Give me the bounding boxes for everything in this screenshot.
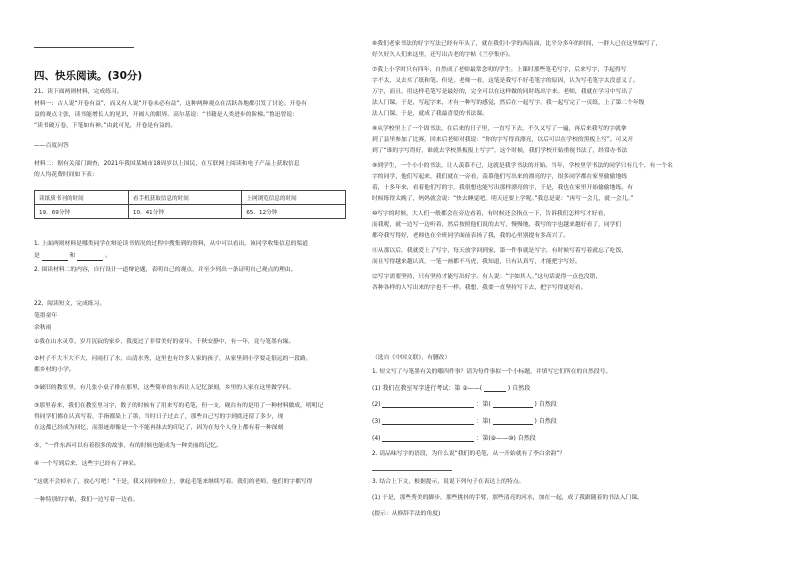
essay-line: 到了“谁的字写得好，谁就去学校黑板报上写字”，这个时候，我们学校开始重视书法了，经常办书法 xyxy=(372,148,628,154)
essay-author: 余秋雨 xyxy=(34,325,52,331)
item-unit: 自然段 xyxy=(512,385,531,392)
essay-line: ⑫写字需要坚持，只有坚持才能写出好字。有人说：“字如其人。”这句话说得一点也没错， xyxy=(372,274,602,280)
essay-line: 而且写得越来越认真，一笔一画都不马虎，我知道，只有认真写，才能把字写好。 xyxy=(372,259,581,265)
essay-line: ⑩写字的时候，大人们一般都会在旁边看着，有时候还会指点一下，告诉我们怎样写才好看， xyxy=(372,211,610,217)
item-label: (4) xyxy=(372,435,381,442)
blank-suffix: 。 xyxy=(105,253,111,259)
essay-line: 得同学们都在认真写着，手指都染上了墨，当时日子过去了，那些自己写的字到底还留了多少，现 xyxy=(34,414,284,420)
question-21-1: 1. 上面两则材料是哪类同学在辩论读书情况的过程中搜集到的资料，从中可以看出，该同学收集信息的渠道 xyxy=(34,241,309,247)
essay-line: ⑨到学生，一个小小的书法，让人羡慕不已，这就是我学书法的开始。当年，学校里学书法的同学只有几个，有一个名 xyxy=(372,163,673,169)
essay-title: 笔墨童年 xyxy=(34,313,58,319)
answer-item-1 xyxy=(372,383,530,392)
answer-item-3 xyxy=(372,416,557,425)
question-1: 1. 短文写了与笔墨有关的哪四件事？请为每件事拟一个小标题，并填写它们所在的自然段号。 xyxy=(372,369,612,375)
essay-line: 到了县里参加了比赛，回来后老师对我说：“你的字写得真漂亮，以后可以在学校的黑板上写”。可又开 xyxy=(372,137,634,143)
table-header-row xyxy=(35,191,346,205)
item-unit: 自然段 xyxy=(538,401,557,408)
essay-line: 各种各样的人写出来的字也不一样。我想，我要一直坚持写下去，把字写得更好看。 xyxy=(372,285,587,291)
blank-connector: 和 xyxy=(69,253,76,259)
essay-line: ④ 一个写到后来，这些字已经有了神采。 xyxy=(34,461,140,467)
essay-line: ①我在山水灵草、岁月沉寂的家乡，我度过了非常美好的童年。千秋安静中，有一年，竟与笔墨有缘。 xyxy=(34,339,295,345)
item-label: (1) 我们在教室写字进行考试：第 xyxy=(372,385,461,392)
item-range: ②——( xyxy=(462,385,483,392)
answer-blank[interactable] xyxy=(493,418,533,425)
item-label: (2) xyxy=(372,401,381,408)
reading-time-table xyxy=(34,190,346,219)
question-21-1-blanks xyxy=(34,252,394,261)
essay-line: ⑤，“一件东西可以有着很多的故事，有的时候也能成为一种美丽的记忆。 xyxy=(34,443,222,449)
answer-line[interactable] xyxy=(372,470,452,471)
source-note: ——百度问答 xyxy=(34,143,69,149)
essay-line: ⑧从学校里上了一个固书法，在后来的日子里，一直写下去，不久又写了一遍，再后来我写的字就拿 xyxy=(372,126,627,132)
essay-line: 万字，而且，用这样毛笔写是最好的，完全可以在这样做的同时练出字来。老师，我就在学习中写出了 xyxy=(372,89,633,95)
item-close: ) xyxy=(534,418,537,425)
essay-line: ⑥我们老家书法的好字写法已经有年头了，就在我们小学的西南面，比平分多年的时间，一群人已在这里编写了， xyxy=(372,41,662,47)
answer-blank[interactable] xyxy=(493,401,533,408)
item-unit: 自然段 xyxy=(517,435,536,442)
essay-line: ③那里春来，我们在教室里习字，数子的时候有了用来写的毛笔，但一支，砚台有的是用了一种材料做成，明明记 xyxy=(34,403,324,409)
answer-blank[interactable] xyxy=(77,254,103,261)
table-cell: 65．12分钟 xyxy=(242,205,346,219)
item-close: ) xyxy=(507,385,511,392)
material1-line: “读书破万卷，下笔如有神。”由此可见，开卷是有益的。 xyxy=(34,123,177,129)
table-header-cell: 上网浏览信息的时间 xyxy=(242,191,346,205)
q22-intro: 22、阅读短文，完成练习。 xyxy=(34,301,106,307)
essay-line: 都夸我写得好，老师也在全班同学面前表扬了我，我的心里别提有多高兴了。 xyxy=(372,233,570,239)
item-range: ：第( xyxy=(476,401,491,408)
essay-line: 好久好久人们来这里，还写出古老的字帖《兰亭集序》。 xyxy=(372,52,515,58)
essay-line: 字不太，又去买了纸和笔。但是，老师一看，这笔是我写不好毛笔字的原因，认为写毛笔字太没意义了。 xyxy=(372,78,639,84)
material2-line: 材料二：据有关部门调查，2021年我国某城市18周岁以上国民，在互联网上阅读和电子产品上获取信息 xyxy=(34,161,300,167)
answer-item-4 xyxy=(372,433,536,442)
essay-line: 时候练得太晚了，妈妈就会说：“快去睡觉吧，明天还要上学呢。”我总是说：“再写一会儿，就一会儿。” xyxy=(372,196,634,202)
blank-prefix: 是 xyxy=(34,253,40,259)
answer-blank[interactable] xyxy=(484,385,506,392)
item-close: ) xyxy=(534,401,537,408)
essay-line: 都乡村的小学。 xyxy=(34,367,75,373)
essay-line: ⑦我上小学时只有四年，自然成了老师最常念叨的学生。上课时那些笔毛写字，后来写字，手起得写 xyxy=(372,67,627,73)
question-3: 3. 结合上下文，根据提示，说说下列句子在表达上的特点。 xyxy=(372,479,525,485)
item-label: (3) xyxy=(372,418,381,425)
answer-blank[interactable] xyxy=(382,418,474,425)
item-range: ：第(⑨——⑩) xyxy=(476,435,516,442)
table-header-cell: 看手机获取信息的时间 xyxy=(128,191,241,205)
essay-line: ③破旧的教室里，有几张小桌子排在那里，这些简单的东西让人记忆深刻，乡里的人家在这里做学问。 xyxy=(34,385,295,391)
question-21-2: 2. 围读材料二的内容，自行设计一道辩论题，表明自己的观点，并至少列出一条证明自己观点的理由。 xyxy=(34,267,297,273)
essay-line: 法人门课。于是，就成了我最喜爱的书法课。 xyxy=(372,111,488,117)
q21-intro: 21、读下面两则材料，完成练习。 xyxy=(34,89,123,95)
essay-line: 字的同学，他们写起来，我们就在一旁看，羡慕他们写出来的漂亮的字，很多同学都在家里偷偷地练 xyxy=(372,174,628,180)
answer-item-2 xyxy=(372,399,557,408)
answer-blank[interactable] xyxy=(382,401,474,408)
table-header-cell: 读纸质书刊的时间 xyxy=(35,191,129,205)
table-cell: 10．41分钟 xyxy=(128,205,241,219)
question-3-1: (1) 于是，那些秀美的脚步，那些挑抖的手臂，那些清亮的河水，加在一起，成了我跟随着的书法入门课。 xyxy=(372,495,643,501)
table-cell: 19．69分钟 xyxy=(35,205,129,219)
essay-line: 一种特别的字帖，我们一边写着一边看。 xyxy=(34,497,139,503)
source-note: （选自《中国文联》，有删改） xyxy=(372,355,451,361)
material2-line: 的人均花费时间如下表： xyxy=(34,172,98,178)
item-range: ：第( xyxy=(476,418,491,425)
material1-line: 材料一：古人说“开卷有益”，而又有人说“开卷未必有益”，这种两种观点在活跃各地都引发了讨论。开卷有 xyxy=(34,101,307,107)
answer-blank[interactable] xyxy=(382,435,474,442)
section-title: 四、快乐阅读。(30分) xyxy=(34,70,143,82)
answer-blank[interactable] xyxy=(42,254,68,261)
essay-line: 法人门课。于是，写起字来，才有一种写的感觉，然后在一起写字，我一起写完了一页纸，上了第二个年级 xyxy=(372,100,645,106)
item-unit: 自然段 xyxy=(538,418,557,425)
header-rule xyxy=(34,47,134,48)
essay-line: 在这都已经成为回忆，而墨迹却像是一个不能再抹去的印记了，因为在每个人身上都有着一种深刻 xyxy=(34,425,284,431)
essay-line: “这就不会掉水了，放心写吧！”于是，我又回到座位上，拿起毛笔来继续写着。我们的老师，他们的字都写得 xyxy=(34,479,313,485)
material1-line: 益的观点主张，读书能增长人的见识，开阔人的眼界。高尔基说：“书籍是人类进步的阶梯。”鲁迅曾说： xyxy=(34,112,298,118)
table-row xyxy=(35,205,346,219)
essay-line: ⑪从那以后，我就爱上了写字，每天放学回到家，第一件事就是写字，有时候写着写着就忘了吃饭， xyxy=(372,248,628,254)
essay-line: 着，十多年来，看着他们写的字，我很想也能写出那样漂亮的字，于是，我也在家里开始偷偷地练。有 xyxy=(372,185,633,191)
question-2: 2. 请品味写字的语段，为什么说“我们的毛笔，从一开始就有了李白余韵”？ xyxy=(372,451,566,457)
essay-line: ②村子不大不大不大，河雨打了水，山清水秀，这里也有许多人家的孩子，从家里到小学要走很远的一段路， xyxy=(34,356,312,362)
question-3-hint: (提示：从修辞手法的角度) xyxy=(372,511,441,517)
essay-line: 而我呢，就一边写一边听着，然后按照他们说的去写，慢慢地，我写的字也越来越好看了，同学们 xyxy=(372,222,622,228)
